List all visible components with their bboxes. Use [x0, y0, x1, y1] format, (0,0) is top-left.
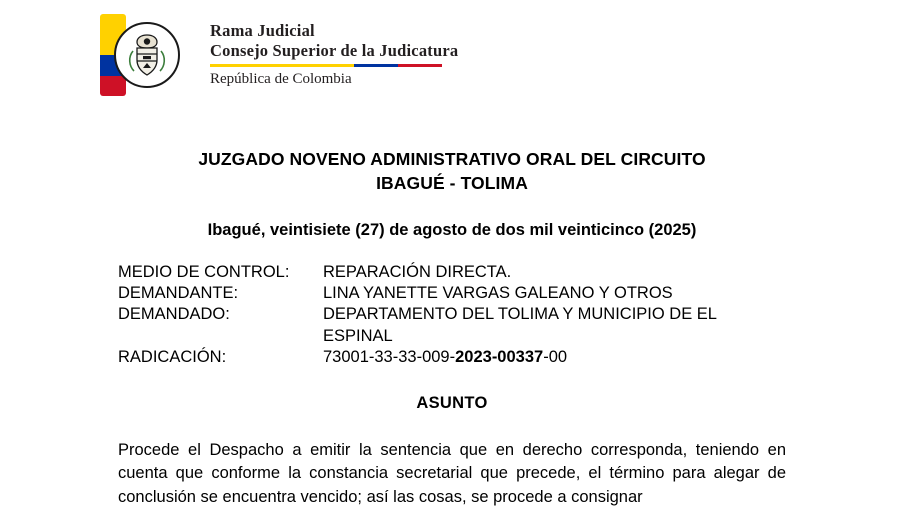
field-value-medio-de-control: REPARACIÓN DIRECTA.	[323, 263, 512, 282]
letterhead-text	[210, 21, 458, 89]
field-label-demandante: DEMANDANTE:	[118, 284, 239, 303]
field-row	[118, 347, 786, 368]
field-label-medio-de-control: MEDIO DE CONTROL:	[118, 263, 290, 282]
place-and-date: Ibagué, veintisiete (27) de agosto de dos mil veinticinco (2025)	[207, 221, 697, 240]
radicacion-number: 2023-00337	[455, 347, 544, 366]
tricolor-rule	[210, 64, 442, 67]
field-row	[118, 283, 786, 304]
field-row	[118, 304, 786, 346]
document-body	[0, 148, 904, 509]
radicacion-suffix: -00	[543, 347, 568, 366]
radicacion-prefix: 73001-33-33-009-	[323, 347, 456, 366]
letterhead-line-2: Consejo Superior de la Judicatura	[210, 41, 459, 61]
letterhead-line-3: República de Colombia	[210, 71, 352, 88]
judicial-crest	[100, 12, 196, 98]
letterhead	[0, 0, 904, 100]
field-value-demandante: LINA YANETTE VARGAS GALEANO Y OTROS	[323, 284, 673, 303]
court-title-line-2: IBAGUÉ - TOLIMA	[376, 172, 528, 193]
court-title-line-1: JUZGADO NOVENO ADMINISTRATIVO ORAL DEL CIRCUITO	[198, 149, 706, 169]
field-value-radicacion	[323, 347, 786, 368]
letterhead-line-1: Rama Judicial	[210, 21, 315, 41]
case-fields	[118, 262, 786, 368]
field-row	[118, 262, 786, 283]
court-title	[118, 148, 786, 195]
section-heading-asunto: ASUNTO	[416, 393, 488, 412]
coat-of-arms-icon	[114, 22, 180, 88]
field-label-radicacion: RADICACIÓN:	[118, 347, 227, 366]
field-value-demandado: DEPARTAMENTO DEL TOLIMA Y MUNICIPIO DE EL ESPINAL	[323, 305, 717, 345]
field-label-demandado: DEMANDADO:	[118, 305, 230, 324]
body-paragraph: Procede el Despacho a emitir la sentencia que en derecho corresponda, teniendo en cuenta que conforme la constancia secretarial que precede, el término para alegar de conclusión se encuentra vencido; así las cosas, se procede a consignar	[118, 440, 786, 506]
